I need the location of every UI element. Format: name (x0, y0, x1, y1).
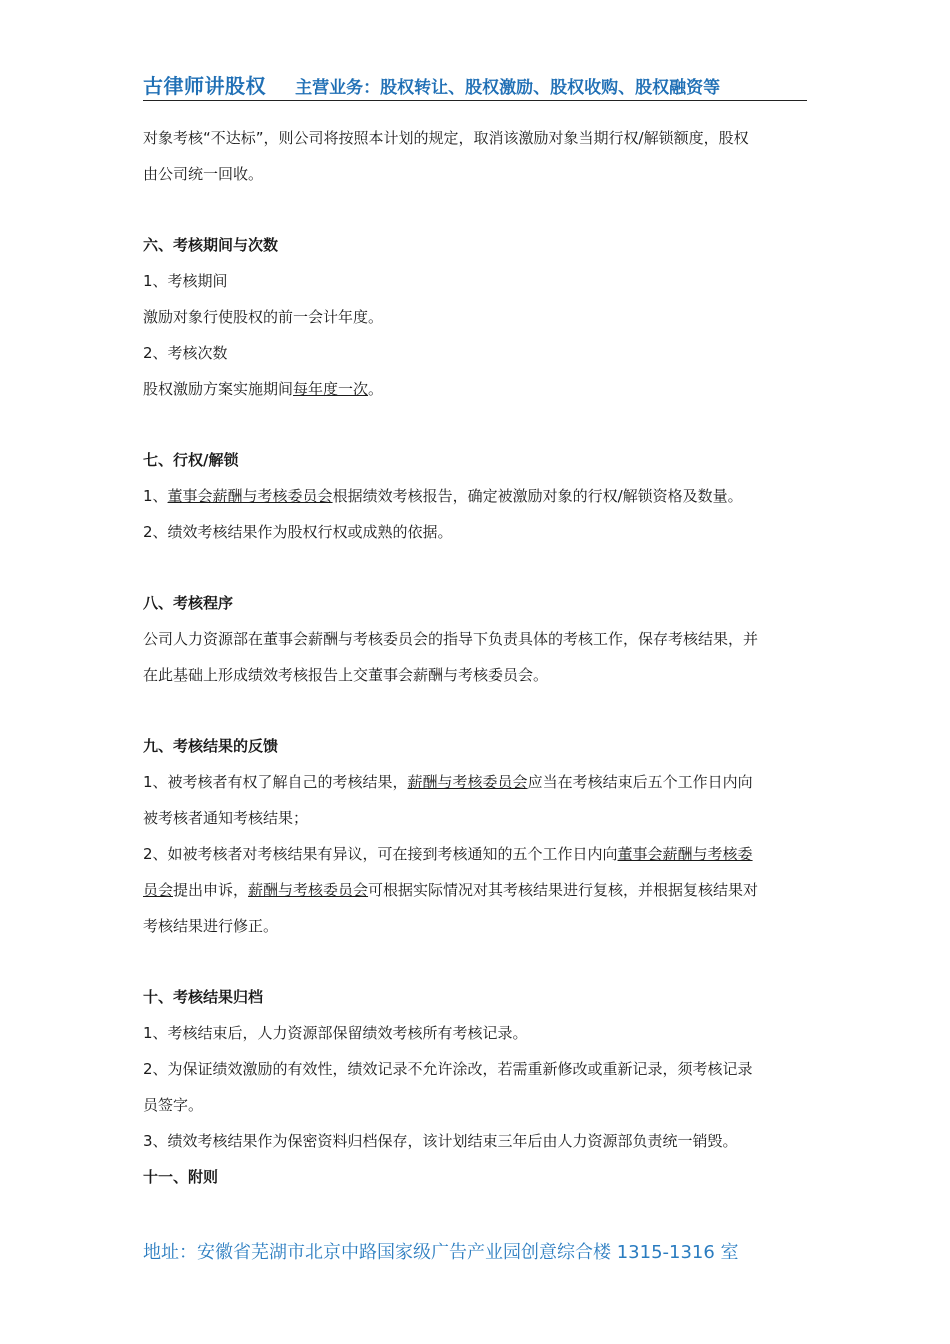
footer-address: 地址：安徽省芜湖市北京中路国家级广告产业园创意综合楼 1315-1316 室 (143, 1242, 739, 1263)
section-6-title: 六、考核期间与次数 (143, 236, 279, 254)
section-10-title: 十、考核结果归档 (143, 988, 264, 1006)
section-10-item1: 1、考核结束后，人力资源部保留绩效考核所有考核记录。 (143, 1024, 528, 1042)
section-6-item2-title: 2、考核次数 (143, 344, 228, 362)
brand-title: 古律师讲股权 (143, 74, 266, 98)
business-scope: 主营业务：股权转让、股权激励、股权收购、股权融资等 (295, 78, 721, 98)
section-8-line1: 公司人力资源部在董事会薪酬与考核委员会的指导下负责具体的考核工作，保存考核结果，并 (143, 630, 759, 648)
underlined-term: 薪酬与考核委员会 (407, 773, 528, 791)
underlined-term: 员会 (143, 881, 174, 899)
section-9-item2-line3: 考核结果进行修正。 (143, 917, 279, 935)
section-9-item2-line2: 员会提出申诉，薪酬与考核委员会可根据实际情况对其考核结果进行复核，并根据复核结果对 (143, 881, 759, 899)
section-11-title: 十一、附则 (143, 1168, 219, 1186)
underlined-term: 薪酬与考核委员会 (248, 881, 369, 899)
section-9-item1-line1: 1、被考核者有权了解自己的考核结果，薪酬与考核委员会应当在考核结束后五个工作日内向 (143, 773, 753, 791)
section-8-line2: 在此基础上形成绩效考核报告上交董事会薪酬与考核委员会。 (143, 666, 549, 684)
underlined-term: 董事会薪酬与考核委 (617, 845, 753, 863)
section-6-item1-title: 1、考核期间 (143, 272, 228, 290)
section-7-item1: 1、董事会薪酬与考核委员会根据绩效考核报告，确定被激励对象的行权/解锁资格及数量。 (143, 487, 743, 505)
underlined-term: 董事会薪酬与考核委员会 (167, 487, 333, 505)
section-7-item2: 2、绩效考核结果作为股权行权或成熟的依据。 (143, 523, 453, 541)
section-9-item2-line1: 2、如被考核者对考核结果有异议，可在接到考核通知的五个工作日内向董事会薪酬与考核委 (143, 845, 753, 863)
page-header (143, 70, 807, 101)
section-9-title: 九、考核结果的反馈 (143, 737, 279, 755)
section-10-item3: 3、绩效考核结果作为保密资料归档保存，该计划结束三年后由人力资源部负责统一销毁。 (143, 1132, 738, 1150)
intro-line-2: 由公司统一回收。 (143, 165, 264, 183)
section-7-title: 七、行权/解锁 (143, 451, 239, 469)
section-10-item2-line2: 员签字。 (143, 1096, 204, 1114)
document-body (143, 120, 813, 1195)
section-6-item1-text: 激励对象行使股权的前一会计年度。 (143, 308, 384, 326)
section-8-title: 八、考核程序 (143, 594, 234, 612)
intro-line-1: 对象考核“不达标”，则公司将按照本计划的规定，取消该激励对象当期行权/解锁额度，股权 (143, 129, 749, 147)
underlined-term: 每年度一次 (293, 380, 369, 398)
section-6-item2-text: 股权激励方案实施期间每年度一次。 (143, 380, 384, 398)
section-9-item1-line2: 被考核者通知考核结果； (143, 809, 309, 827)
section-10-item2-line1: 2、为保证绩效激励的有效性，绩效记录不允许涂改，若需重新修改或重新记录，须考核记录 (143, 1060, 753, 1078)
